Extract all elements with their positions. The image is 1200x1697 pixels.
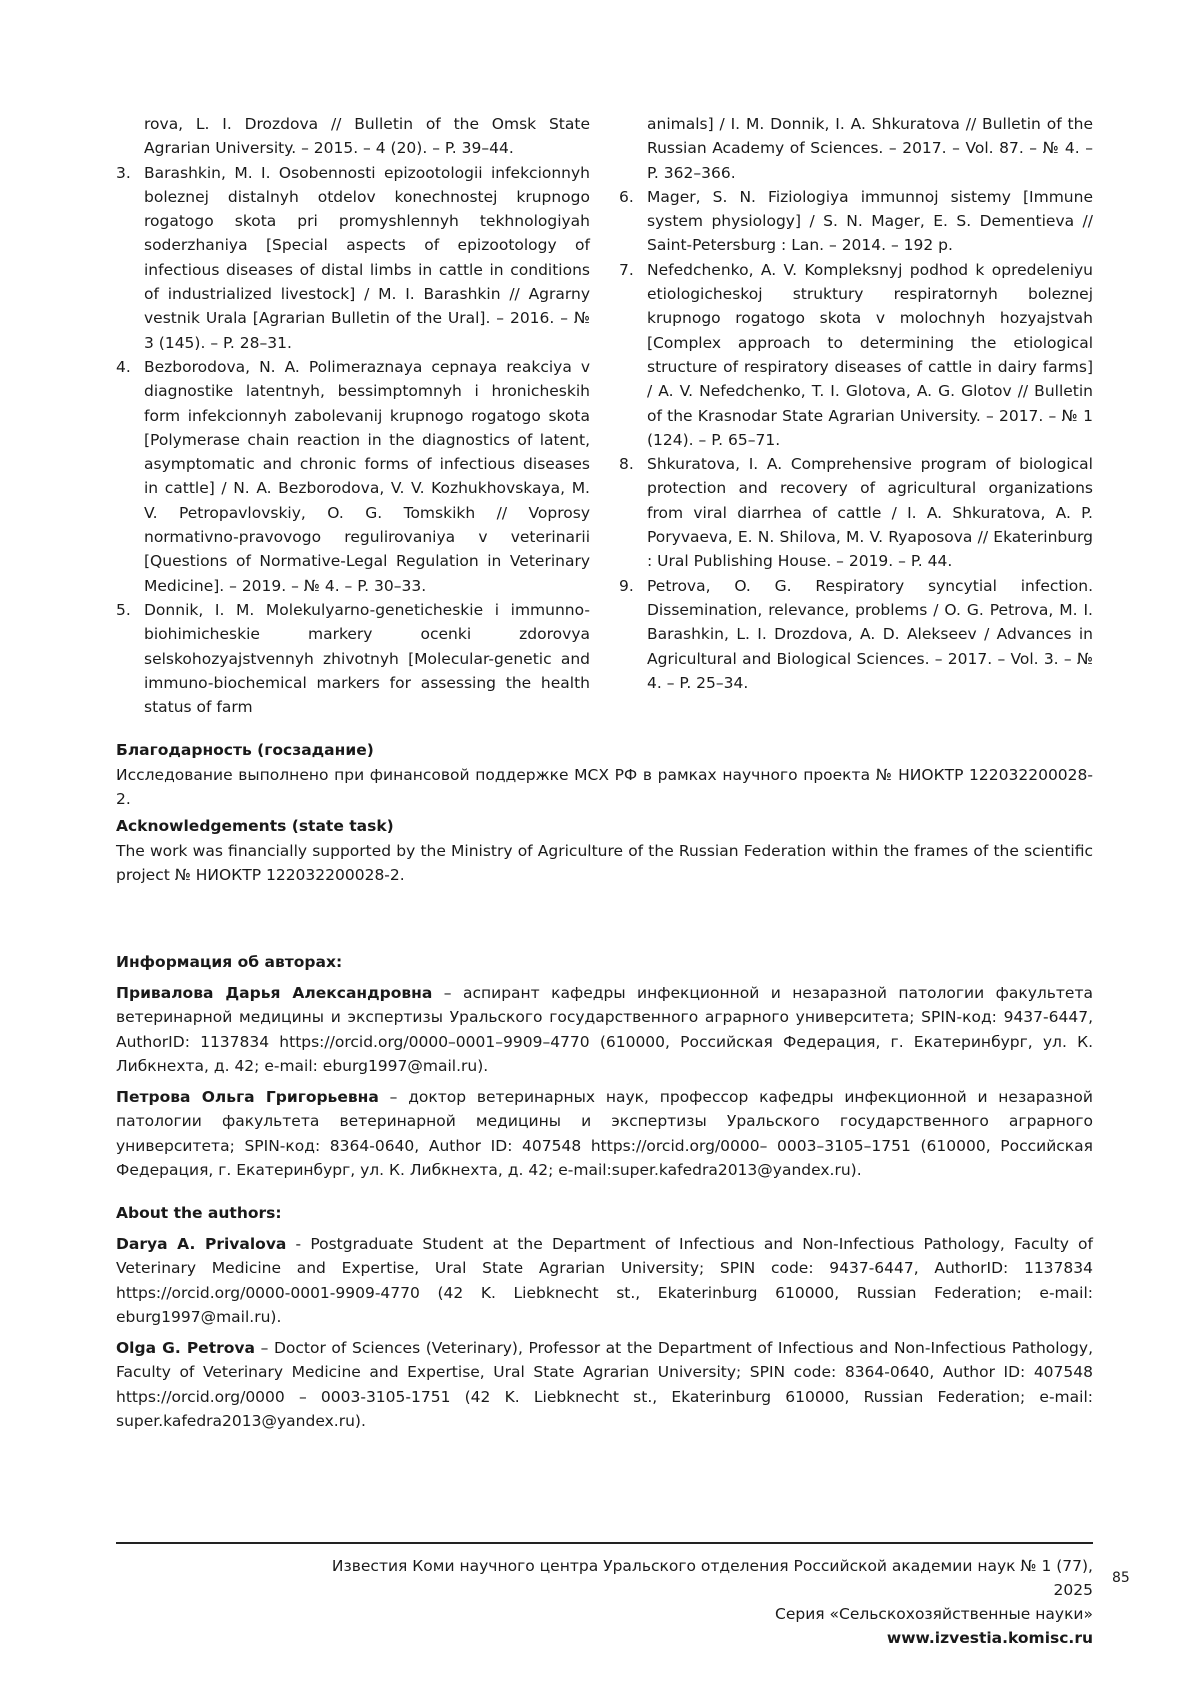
acknowledgements-text: The work was financially supported by the Ministry of Agriculture of the Russian Federation within the frames of the scientific project № НИОКТР 122032200028-2.: [116, 841, 1093, 884]
reference-continuation: animals] / I. M. Donnik, I. A. Shkuratova // Bulletin of the Russian Academy of Sciences. – 2017. – Vol. 87. – № 4. – P. 362–366.: [647, 115, 1093, 182]
reference-number: 4.: [116, 357, 131, 376]
reference-column-right: [619, 112, 1093, 719]
reference-number: 9.: [619, 576, 634, 595]
footer-divider: [116, 1542, 1093, 1544]
reference-number: 7.: [619, 260, 634, 279]
footer-journal: Известия Коми научного центра Уральского отделения Российской академии наук № 1 (77), 2025: [331, 1557, 1093, 1599]
authors-section-ru: [116, 950, 1093, 1183]
author-details: – Doctor of Sciences (Veterinary), Professor at the Department of Infectious and Non-Infectious Pathology, Faculty of Veterinary Medicine and Expertise, Ural State Agrarian University; SPIN code: 8364-0640, Author ID: 407548 https://orcid.org/0000 – 0003-3105-1751 (42 K. Liebknecht st., Ekaterinburg 610000, Russian Federation; e-mail: super.kafedra2013@yandex.ru).: [116, 1338, 1093, 1430]
authors-heading-ru: Информация об авторах:: [116, 953, 343, 971]
author-name: Olga G. Petrova: [116, 1338, 255, 1357]
reference-item: [619, 185, 1093, 258]
footer-website: www.izvestia.komisc.ru: [886, 1629, 1093, 1647]
footer-series: Серия «Сельскохозяйственные науки»: [775, 1605, 1093, 1623]
reference-text: Bezborodova, N. A. Polimeraznaya cepnaya reakciya v diagnostike latentnyh, bessimptomnyh i hronicheskih form infekcionnyh zabolevanij krupnogo rogatogo skota [Polymerase chain reaction in the diagnostics of latent, asymptomatic and chronic forms of infectious diseases in cattle] / N. A. Bezborodova, V. V. Kozhukhovskaya, M. V. Petropavlovskiy, O. G. Tomskikh // Voprosy normativno-pravovogo regulirovaniya v veterinarii [Questions of Normative-Legal Regulation in Veterinary Medicine]. – 2019. – № 4. – P. 30–33.: [144, 357, 590, 595]
reference-item: [116, 161, 590, 355]
author-entry: [116, 1085, 1093, 1183]
page-footer: [300, 1554, 1093, 1650]
acknowledgements-heading: Acknowledgements (state task): [116, 817, 394, 835]
author-entry: [116, 1232, 1093, 1330]
authors-section-en: [116, 1201, 1093, 1434]
reference-text: Petrova, O. G. Respiratory syncytial infection. Dissemination, relevance, problems / O. G. Petrova, M. I. Barashkin, L. I. Drozdova, A. D. Alekseev / Advances in Agricultural and Biological Sciences. – 2017. – Vol. 3. – № 4. – P. 25–34.: [647, 576, 1093, 692]
reference-column-left: [116, 112, 590, 719]
reference-number: 8.: [619, 455, 634, 474]
reference-continuation: rova, L. I. Drozdova // Bulletin of the Omsk State Agrarian University. – 2015. – 4 (20). – P. 39–44.: [144, 115, 590, 158]
acknowledgements-section-en: [116, 814, 1093, 888]
author-details: - Postgraduate Student at the Department of Infectious and Non-Infectious Pathology, Faculty of Veterinary Medicine and Expertise, Ural State Agrarian University; SPIN code: 9437-6447, AuthorID: 1137834 https://orcid.org/0000-0001-9909-4770 (42 K. Liebknecht st., Ekaterinburg 610000, Russian Federation; e-mail: eburg1997@mail.ru).: [116, 1234, 1093, 1326]
reference-text: Mager, S. N. Fiziologiya immunnoj sistemy [Immune system physiology] / S. N. Mager, E. S. Dementieva // Saint-Petersburg : Lan. – 2014. – 192 p.: [647, 187, 1093, 255]
reference-text: Barashkin, M. I. Osobennosti epizootologii infekcionnyh boleznej distalnyh otdelov konechnostej krupnogo rogatogo skota pri promyshlennyh tekhnologiyah soderzhaniya [Special aspects of epizootology of infectious diseases of distal limbs in cattle in conditions of industrialized livestock] / M. I. Barashkin // Agrarny vestnik Urala [Agrarian Bulletin of the Ural]. – 2016. – № 3 (145). – P. 28–31.: [144, 163, 590, 352]
reference-text: Shkuratova, I. A. Comprehensive program of biological protection and recovery of agricultural organizations from viral diarrhea of cattle / I. A. Shkuratova, A. P. Poryvaeva, E. N. Shilova, M. V. Ryaposova // Ekaterinburg : Ural Publishing House. – 2019. – P. 44.: [647, 455, 1093, 571]
page-number: 85: [1112, 1570, 1130, 1586]
author-details: – доктор ветеринарных наук, профессор кафедры инфекционной и незаразной патологии факультета ветеринарной медицины и экспертизы Уральского государственного аграрного университета; SPIN-код: 8364-0640, Author ID: 407548 https://orcid.org/0000– 0003–3105–1751 (610000, Российская Федерация, г. Екатеринбург, ул. К. Либкнехта, д. 42; e-mail:super.kafedra2013@yandex.ru).: [116, 1087, 1093, 1179]
reference-text: Donnik, I. M. Molekulyarno-geneticheskie i immunno-biohimicheskie markery ocenki zdorovya selskohozyajstvennyh zhivotnyh [Molecular-genetic and immuno-biochemical markers for assessing the health status of farm: [144, 600, 590, 717]
authors-heading-en: About the authors:: [116, 1204, 282, 1222]
reference-item: [619, 452, 1093, 573]
reference-list: [116, 112, 1093, 719]
reference-number: 6.: [619, 187, 634, 206]
author-name: Петрова Ольга Григорьевна: [116, 1087, 379, 1106]
gratitude-section-ru: [116, 738, 1093, 812]
reference-number: 5.: [116, 600, 131, 619]
gratitude-heading: Благодарность (госзадание): [116, 741, 374, 759]
author-name: Darya A. Privalova: [116, 1234, 287, 1253]
author-entry: [116, 981, 1093, 1079]
reference-item: [619, 258, 1093, 452]
reference-item: [116, 355, 590, 598]
reference-number: 3.: [116, 163, 131, 182]
reference-item: [116, 598, 590, 719]
reference-item: [619, 574, 1093, 695]
author-name: Привалова Дарья Александровна: [116, 983, 433, 1002]
author-details: – аспирант кафедры инфекционной и незаразной патологии факультета ветеринарной медицины и экспертизы Уральского государственного аграрного университета; SPIN-код: 9437-6447, AuthorID: 1137834 https://orcid.org/0000–0001–9909–4770 (610000, Российская Федерация, г. Екатеринбург, ул. К. Либкнехта, д. 42; e-mail: eburg1997@mail.ru).: [116, 983, 1093, 1075]
gratitude-text: Исследование выполнено при финансовой поддержке МСХ РФ в рамках научного проекта № НИОКТР 122032200028-2.: [116, 765, 1093, 808]
author-entry: [116, 1336, 1093, 1434]
reference-text: Nefedchenko, A. V. Kompleksnyj podhod k opredeleniyu etiologicheskoj struktury respiratornyh boleznej krupnogo rogatogo skota v molochnyh hozyajstvah [Complex approach to determining the etiological structure of respiratory diseases of cattle in dairy farms] / A. V. Nefedchenko, T. I. Glotova, A. G. Glotov // Bulletin of the Krasnodar State Agrarian University. – 2017. – № 1 (124). – P. 65–71.: [647, 260, 1093, 449]
